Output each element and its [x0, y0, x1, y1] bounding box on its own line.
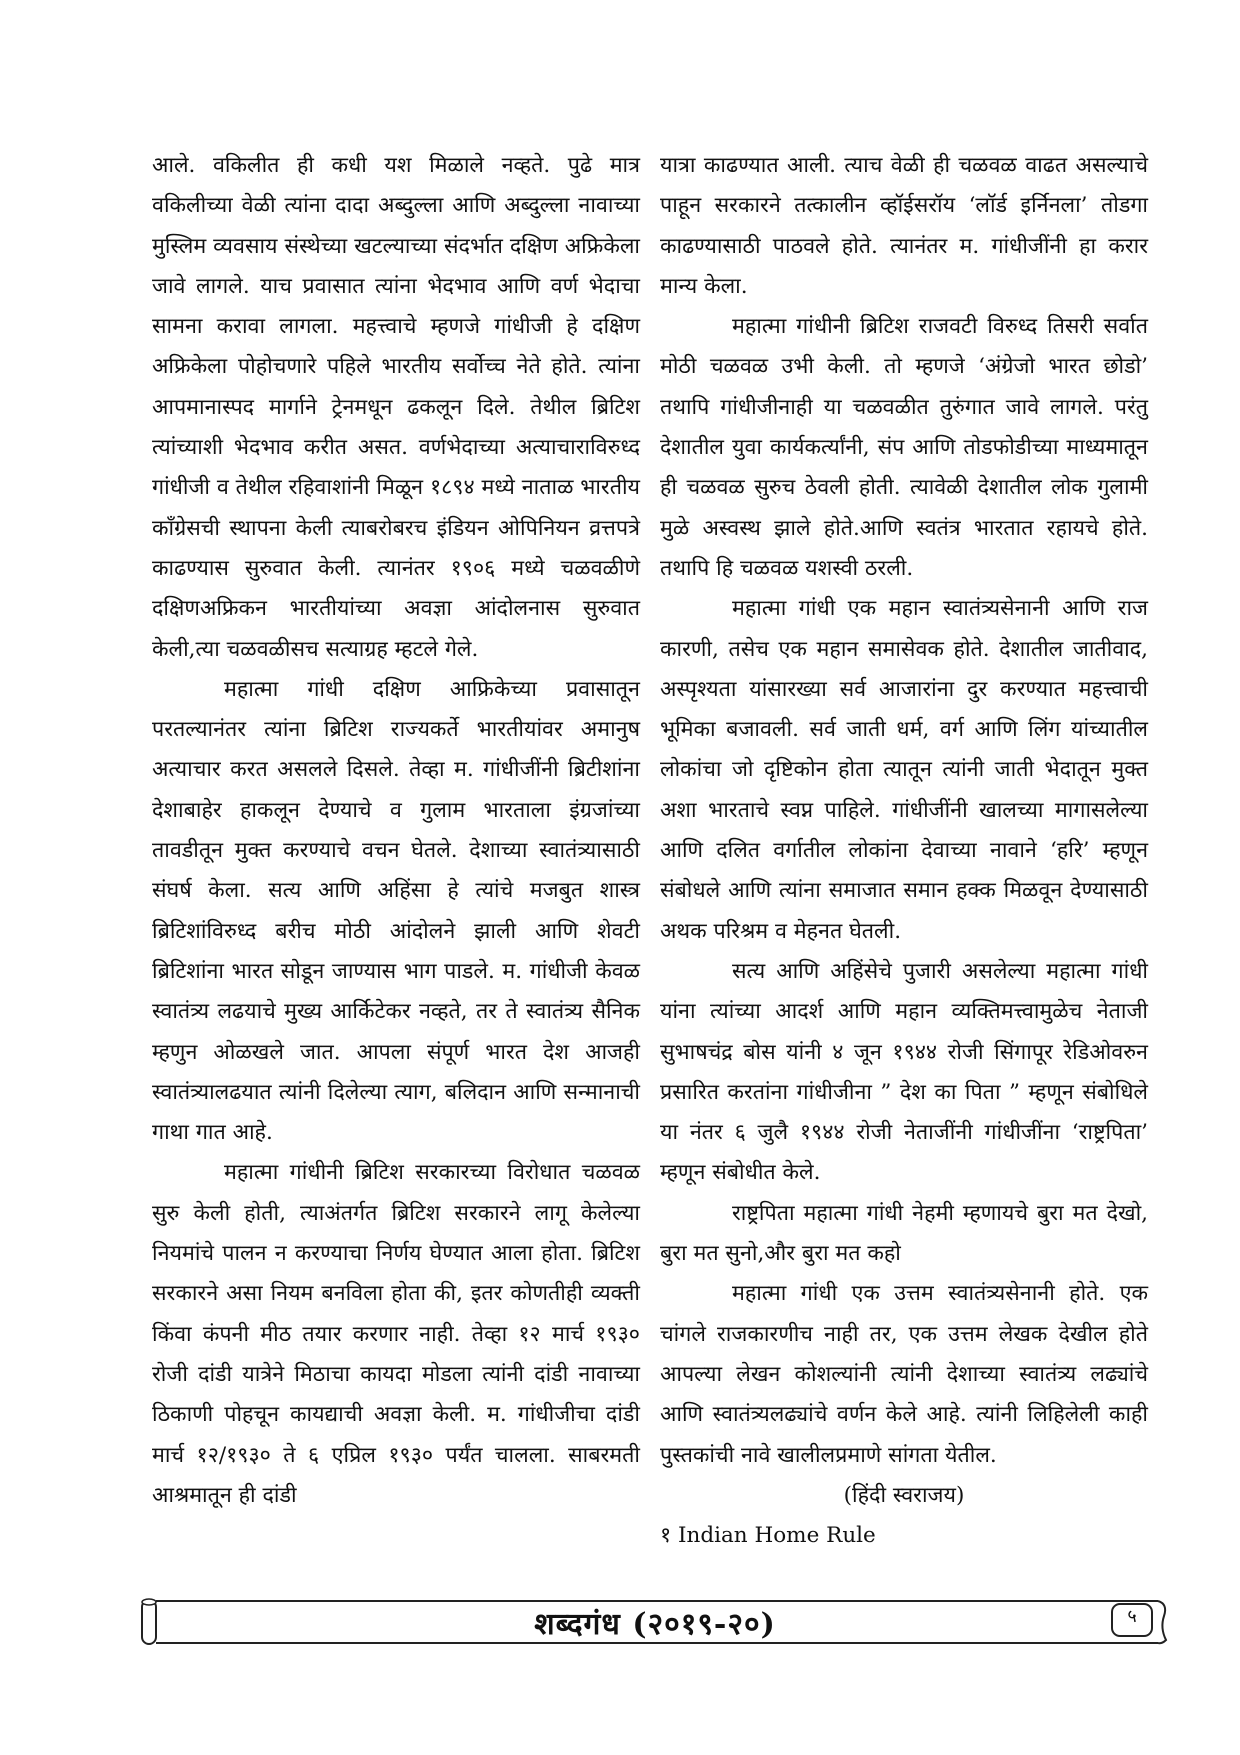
paragraph: महात्मा गांधी एक महान स्वातंत्र्यसेनानी आणि राज कारणी, तसेच एक महान समासेवक होते. देशातील जातीवाद, अस्पृश्यता यांसारख्या सर्व आजारांना दुर करण्यात महत्त्वाची भूमिका बजावली. सर्व जाती धर्म, वर्ग आणि लिंग यांच्यातील लोकांचा जो दृष्टिकोन होता त्यातून त्यांनी जाती भेदातून मुक्त अशा भारताचे स्वप्न पाहिले. गांधीजींनी खालच्या मागासलेल्या आणि दलित वर्गातील लोकांना देवाच्या नावाने ‘हरि’ म्हणून संबोधले आणि त्यांना समाजात समान हक्क मिळवून देण्यासाठी अथक परिश्रम व मेहनत घेतली. — [660, 596, 1148, 944]
book-title: (हिंदी स्वराजय) — [843, 1482, 965, 1508]
paragraph: आले. वकिलीत ही कधी यश मिळाले नव्हते. पुढे मात्र वकिलीच्या वेळी त्यांना दादा अब्दुल्ला आणि अब्दुल्ला नावाच्या मुस्लिम व्यवसाय संस्थेच्या खटल्याच्या संदर्भात दक्षिण अफ्रिकेला जावे लागले. याच प्रवासात त्यांना भेदभाव आणि वर्ण भेदाचा सामना करावा लागला. महत्त्वाचे म्हणजे गांधीजी हे दक्षिण अफ्रिकेला पोहोचणारे पहिले भारतीय सर्वोच्च नेते होते. त्यांना आपमानास्पद मार्गाने ट्रेनमधून ढकलून दिले. तेथील ब्रिटिश त्यांच्याशी भेदभाव करीत असत. वर्णभेदाच्या अत्याचाराविरुध्द गांधीजी व तेथील रहिवाशांनी मिळून १८९४ मध्ये नाताळ भारतीय कॉंग्रेसची स्थापना केली त्याबरोबरच इंडियन ओपिनियन व्रत्तपत्रे काढण्यास सुरुवात केली. त्यानंतर १९०६ मध्ये चळवळीणे दक्षिणअफ्रिकन भारतीयांच्या अवज्ञा आंदोलनास सुरुवात केली,त्या चळवळीसच सत्याग्रह म्हटले गेले. — [152, 153, 641, 662]
left-column — [152, 146, 640, 1516]
paragraph: महात्मा गांधीनी ब्रिटिश सरकारच्या विरोधात चळवळ सुरु केली होती, त्याअंतर्गत ब्रिटिश सरकारने लागू केलेल्या नियमांचे पालन न करण्याचा निर्णय घेण्यात आला होता. ब्रिटिश सरकारने असा नियम बनविला होता की, इतर कोणतीही व्यक्ती किंवा कंपनी मीठ तयार करणार नाही. तेव्हा १२ मार्च १९३० रोजी दांडी यात्रेने मिठाचा कायदा मोडला त्यांनी दांडी नावाच्या ठिकाणी पोहचून कायद्याची अवज्ञा केली. म. गांधीजीचा दांडी मार्च १२/१९३० ते ६ एप्रिल १९३० पर्यंत चालला. साबरमती आश्रमातून ही दांडी — [152, 1160, 640, 1508]
right-column — [660, 146, 1148, 1556]
paragraph: राष्ट्रपिता महात्मा गांधी नेहमी म्हणायचे बुरा मत देखो, बुरा मत सुनो,और बुरा मत कहो — [660, 1200, 1148, 1267]
paragraph: महात्मा गांधी एक उत्तम स्वातंत्र्यसेनानी होते. एक चांगले राजकारणीच नाही तर, एक उत्तम लेखक देखील होते आपल्या लेखन कोशल्यांनी त्यांनी देशाच्या स्वातंत्र्य लढ्यांचे आणि स्वातंत्र्यलढ्यांचे वर्णन केले आहे. त्यांनी लिहिलेली काही पुस्तकांची नावे खालीलप्रमाणे सांगता येतील. — [660, 1281, 1148, 1468]
footnote: १ Indian Home Rule — [660, 1523, 876, 1549]
publication-title: शब्दगंध (२०१९-२०) — [534, 1607, 776, 1642]
paragraph: महात्मा गांधी दक्षिण आफ्रिकेच्या प्रवासातून परतल्यानंतर त्यांना ब्रिटिश राज्यकर्ते भारतीयांवर अमानुष अत्याचार करत असलले दिसले. तेव्हा म. गांधीजींनी ब्रिटीशांना देशाबाहेर हाकलून देण्याचे व गुलाम भारताला इंग्रजांच्या तावडीतून मुक्त करण्याचे वचन घेतले. देशाच्या स्वातंत्र्यासाठी संघर्ष केला. सत्य आणि अहिंसा हे त्यांचे मजबुत शास्त्र ब्रिटिशांविरुध्द बरीच मोठी आंदोलने झाली आणि शेवटी ब्रिटिशांना भारत सोडून जाण्यास भाग पाडले. म. गांधीजी केवळ स्वातंत्र्य लढयाचे मुख्य आर्किटेकर नव्हते, तर ते स्वातंत्र्य सैनिक म्हणुन ओळखले जात. आपला संपूर्ण भारत देश आजही स्वातंत्र्यालढयात त्यांनी दिलेल्या त्याग, बलिदान आणि सन्मानाची गाथा गात आहे. — [152, 676, 640, 1146]
paragraph: यात्रा काढण्यात आली. त्याच वेळी ही चळवळ वाढत असल्याचे पाहून सरकारने तत्कालीन व्हॉईसरॉय ‘लॉर्ड इर्निनला’ तोडगा काढण्यासाठी पाठवले होते. त्यानंतर म. गांधीजींनी हा करार मान्य केला. — [660, 153, 1148, 299]
paragraph: सत्य आणि अहिंसेचे पुजारी असलेल्या महात्मा गांधी यांना त्यांच्या आदर्श आणि महान व्यक्तिमत्त्वामुळेच नेताजी सुभाषचंद्र बोस यांनी ४ जून १९४४ रोजी सिंगापूर रेडिओवरुन प्रसारित करतांना गांधीजीना ” देश का पिता ” म्हणून संबोधिले या नंतर ६ जुलै १९४४ रोजी नेताजींनी गांधीजींना ‘राष्ट्रपिता’ म्हणून संबोधीत केले. — [660, 958, 1148, 1186]
page-footer — [140, 1596, 1170, 1648]
page-number: ५ — [1127, 1606, 1137, 1627]
paragraph: महात्मा गांधीनी ब्रिटिश राजवटी विरुध्द तिसरी सर्वात मोठी चळवळ उभी केली. तो म्हणजे ‘अंग्रेजो भारत छोडो’ तथापि गांधीजीनाही या चळवळीत तुरुंगात जावे लागले. परंतु देशातील युवा कार्यकर्त्यांनी, संप आणि तोडफोडीच्या माध्यमातून ही चळवळ सुरुच ठेवली होती. त्यावेळी देशातील लोक गुलामी मुळे अस्वस्थ झाले होते.आणि स्वतंत्र भारतात रहायचे होते. तथापि हि चळवळ यशस्वी ठरली. — [660, 314, 1148, 581]
